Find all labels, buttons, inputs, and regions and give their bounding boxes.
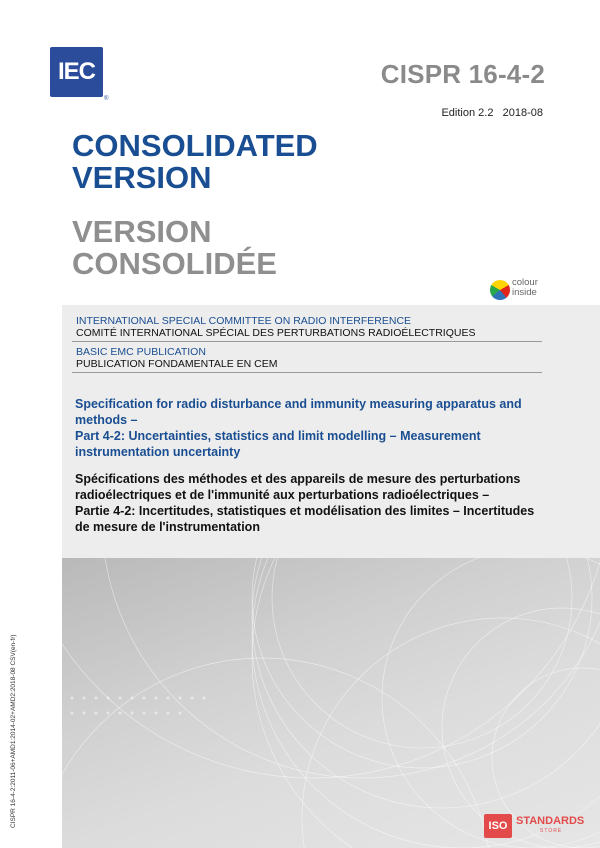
description-french-line: Partie 4-2: Incertitudes, statistiques et modélisation des limites – Incertitudes	[75, 504, 535, 518]
title-french-line2: CONSOLIDÉE	[72, 246, 277, 281]
decorative-artwork	[62, 558, 600, 848]
description-english	[75, 396, 535, 460]
title-french	[72, 216, 277, 280]
description-french	[75, 471, 545, 535]
standard-number: CISPR 16-4-2	[380, 59, 545, 89]
committee-english: INTERNATIONAL SPECIAL COMMITTEE ON RADIO INTERFERENCE	[76, 315, 412, 327]
badge-main-text: STANDARDS	[516, 815, 585, 827]
title-french-line1: VERSION	[72, 214, 212, 249]
divider	[72, 372, 542, 373]
badge-sub-text: STORE	[540, 828, 563, 834]
iso-logo: ISO	[484, 814, 512, 838]
description-french-line: Spécifications des méthodes et des appareils de mesure des perturbations	[75, 472, 521, 486]
description-english-line: Specification for radio disturbance and immunity measuring apparatus and	[75, 397, 522, 411]
colour-inside-label	[512, 278, 538, 298]
iec-logo	[50, 47, 103, 97]
colour-inside-line2: inside	[512, 287, 537, 298]
colour-wheel-icon	[490, 280, 510, 300]
description-english-line: methods –	[75, 413, 138, 427]
description-french-line: radioélectriques et de l'immunité aux perturbations radioélectriques –	[75, 488, 490, 502]
edition-info: Edition 2.2 2018-08	[441, 107, 543, 119]
colour-inside-line1: colour	[512, 277, 538, 288]
description-english-line: Part 4-2: Uncertainties, statistics and limit modelling – Measurement	[75, 429, 481, 443]
badge-text	[516, 816, 584, 836]
title-english-line1: CONSOLIDATED	[72, 128, 318, 163]
registered-mark: ®	[104, 96, 109, 102]
divider	[72, 341, 542, 342]
iso-standards-badge[interactable]	[484, 813, 594, 839]
description-french-line: de mesure de l'instrumentation	[75, 520, 260, 534]
publication-type-french: PUBLICATION FONDAMENTALE EN CEM	[76, 358, 278, 370]
iec-logo-text: IEC	[57, 58, 95, 85]
title-english	[72, 130, 318, 194]
committee-french: COMITÉ INTERNATIONAL SPÉCIAL DES PERTURBATIONS RADIOÉLECTRIQUES	[76, 327, 476, 339]
document-code-vertical: CISPR 16-4-2:2011-06+AMD1:2014-02+AMD2:2018-08 CSV(en-fr)	[10, 634, 17, 828]
title-english-line2: VERSION	[72, 160, 212, 195]
description-english-line: instrumentation uncertainty	[75, 445, 241, 459]
publication-type-english: BASIC EMC PUBLICATION	[76, 346, 206, 358]
artwork-curves	[62, 558, 600, 848]
